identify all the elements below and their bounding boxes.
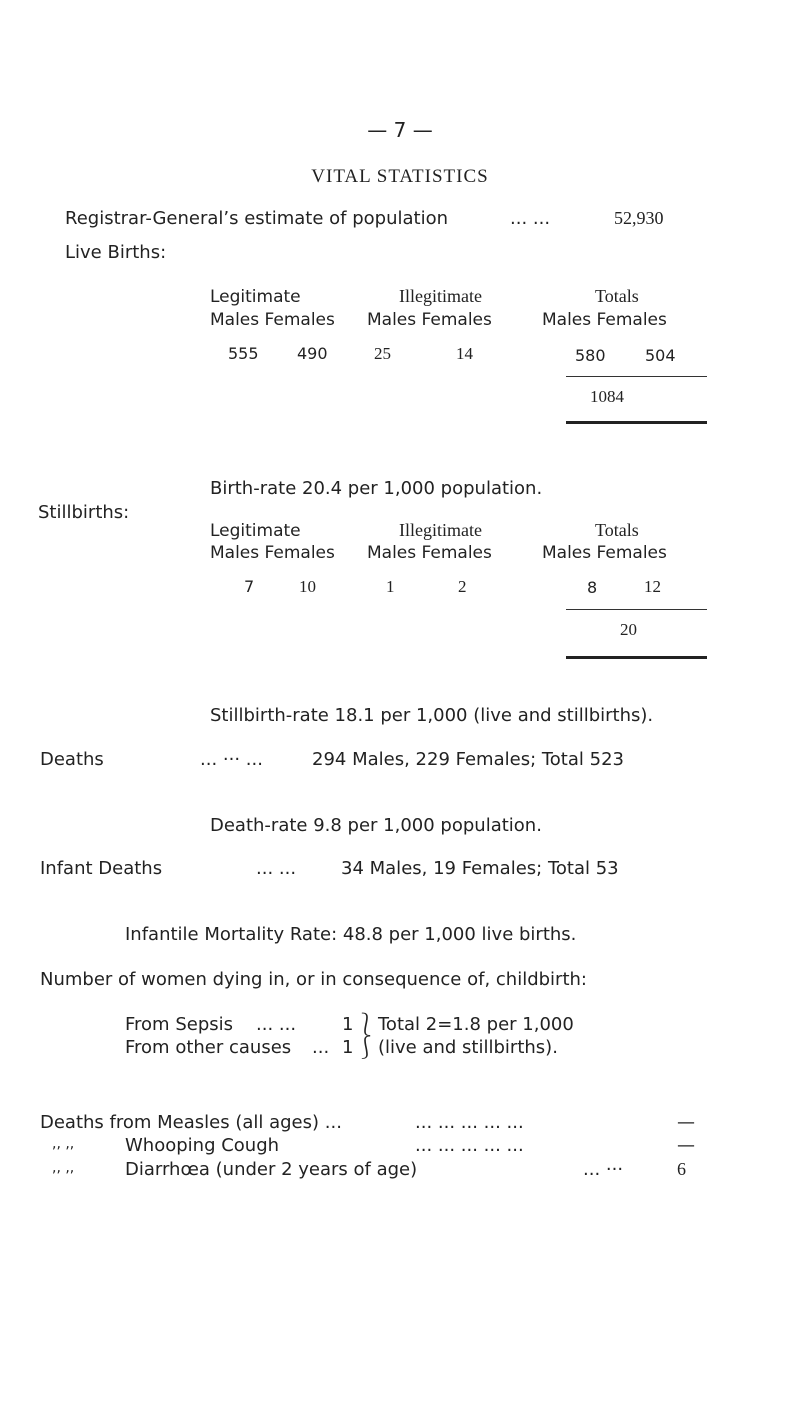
infant-deaths-value: 34 Males, 19 Females; Total 53 [341,858,619,879]
infant-deaths-label: Infant Deaths [40,858,163,879]
live-tot-males: 580 [575,346,606,365]
brace-bottom-icon: ⎰ [355,1035,378,1060]
page-title: VITAL STATISTICS [311,166,489,187]
still-illegitimate-header: Illegitimate [399,520,482,540]
cause-value: — [677,1112,695,1133]
live-births-label: Live Births: [65,242,167,263]
ditto-marks: ,, ,, [52,1136,75,1152]
cause-label: Diarrhœa (under 2 years of age) [125,1159,418,1180]
maternal-heading: Number of women dying in, or in consequence of, childbirth: [40,969,587,990]
still-tot-males: 8 [587,578,598,597]
live-ill-males: 25 [374,344,391,363]
live-illegitimate-mf: Males Females [367,310,492,330]
stillbirths-label: Stillbirths: [38,502,130,523]
deaths-label: Deaths [40,749,104,770]
still-total-double-rule [566,656,707,659]
population-label: Registrar-General’s estimate of population [65,208,449,229]
deaths-dots: ... ··· ... [200,749,263,770]
live-leg-males: 555 [228,344,259,363]
cause-label: Whooping Cough [125,1135,280,1156]
live-leg-females: 490 [297,344,328,363]
live-total-rule [566,376,707,377]
still-tot-females: 12 [644,577,661,596]
maternal-row-value: 1 [342,1014,354,1035]
still-leg-females: 10 [299,577,316,596]
still-total-rule [566,609,707,610]
live-legitimate-header: Legitimate [210,287,301,307]
live-tot-females: 504 [645,346,676,365]
cause-value: — [677,1135,695,1156]
maternal-row-label: From other causes [125,1037,292,1058]
maternal-row-dots: ... ... [256,1014,297,1035]
cause-dots: ... ··· [583,1159,624,1180]
live-ill-females: 14 [456,344,473,363]
still-legitimate-mf: Males Females [210,543,335,563]
maternal-row-value: 1 [342,1037,354,1058]
cause-value: 6 [677,1159,686,1179]
still-legitimate-header: Legitimate [210,521,301,541]
live-total-double-rule [566,421,707,424]
population-value: 52,930 [614,208,664,228]
infant-deaths-dots: ... ... [256,858,297,879]
ditto-marks: ,, ,, [52,1160,75,1176]
still-ill-males: 1 [386,577,395,596]
infant-mortality-rate: Infantile Mortality Rate: 48.8 per 1,000 live births. [125,924,577,945]
still-totals-header: Totals [595,520,639,540]
page-number: — 7 — [367,118,433,142]
live-total: 1084 [590,387,624,406]
death-rate: Death-rate 9.8 per 1,000 population. [210,815,542,836]
live-legitimate-mf: Males Females [210,310,335,330]
live-illegitimate-header: Illegitimate [399,286,482,306]
cause-label: Deaths from Measles (all ages) ... [40,1112,342,1133]
birth-rate: Birth-rate 20.4 per 1,000 population. [210,478,543,499]
maternal-row-dots: ... [312,1037,330,1058]
still-leg-males: 7 [244,577,255,596]
cause-dots: ... ... ... ... ... [415,1112,524,1133]
deaths-value: 294 Males, 229 Females; Total 523 [312,749,624,770]
live-totals-header: Totals [595,286,639,306]
still-illegitimate-mf: Males Females [367,543,492,563]
still-ill-females: 2 [458,577,467,596]
still-total: 20 [620,620,637,639]
maternal-row-label: From Sepsis [125,1014,233,1035]
brace-top-icon: ⎱ [355,1012,378,1037]
population-dots: ... ... [510,208,551,229]
maternal-note-basis: (live and stillbirths). [378,1037,558,1058]
live-totals-mf: Males Females [542,310,667,330]
maternal-note-total: Total 2=1.8 per 1,000 [378,1014,574,1035]
cause-dots: ... ... ... ... ... [415,1135,524,1156]
stillbirth-rate: Stillbirth-rate 18.1 per 1,000 (live and stillbirths). [210,705,654,726]
still-totals-mf: Males Females [542,543,667,563]
